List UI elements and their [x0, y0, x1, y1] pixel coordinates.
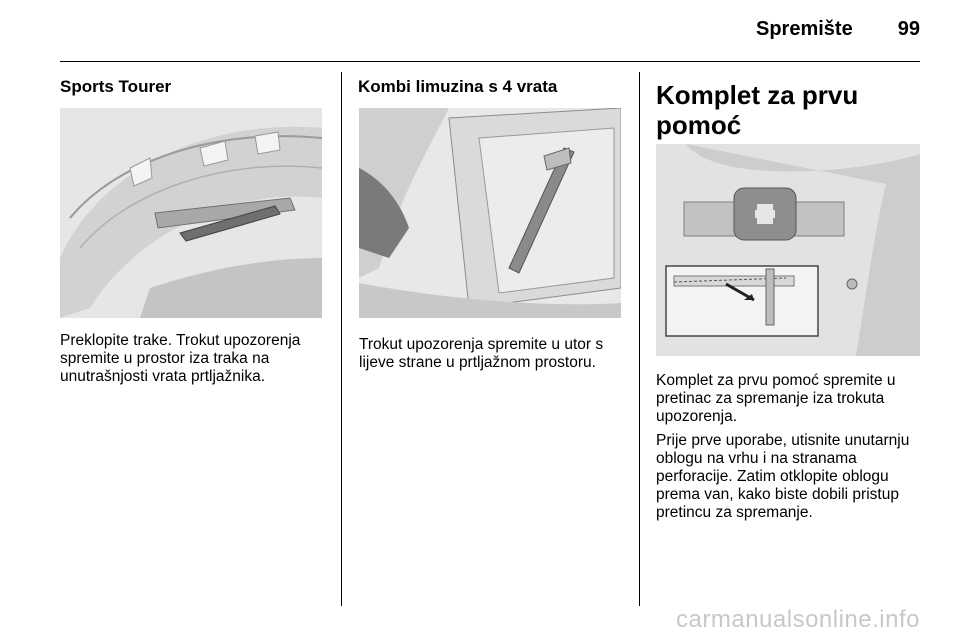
- body-paragraph: Komplet za prvu pomoć spremite u pretinac za spremanje iza trokuta upozorenja.: [656, 372, 896, 425]
- column-divider: [341, 72, 342, 606]
- body-paragraph: Preklopite trake. Trokut upozorenja spremite u prostor iza traka na unutrašnjosti vrata prtljažnika.: [60, 332, 301, 385]
- liftgate-warning-triangle-illustration: [60, 108, 322, 318]
- body-paragraph: Prije prve uporabe, utisnite unutarnju oblogu na vrhu i na stranama perforacije. Zatim otklopite oblogu prema van, kako biste dobili pristup pretincu za spremanje.: [656, 432, 910, 521]
- trunk-warning-triangle-illustration: [359, 108, 621, 318]
- section-heading: Kombi limuzina s 4 vrata: [358, 77, 558, 96]
- column-divider: [639, 72, 640, 606]
- column-sports-tourer: [60, 76, 328, 98]
- header-divider: [60, 61, 920, 62]
- section-heading: Sports Tourer: [60, 77, 172, 96]
- body-paragraph: Trokut upozorenja spremite u utor s lijeve strane u prtljažnom prostoru.: [359, 336, 604, 371]
- column-kombi-limuzina: [358, 76, 626, 98]
- first-aid-kit-illustration: [656, 144, 920, 356]
- page-title: Spremište: [756, 18, 853, 40]
- watermark: carmanualsonline.info: [676, 606, 920, 633]
- page-number: 99: [897, 18, 920, 40]
- section-heading: Komplet za prvu pomoć: [656, 80, 859, 140]
